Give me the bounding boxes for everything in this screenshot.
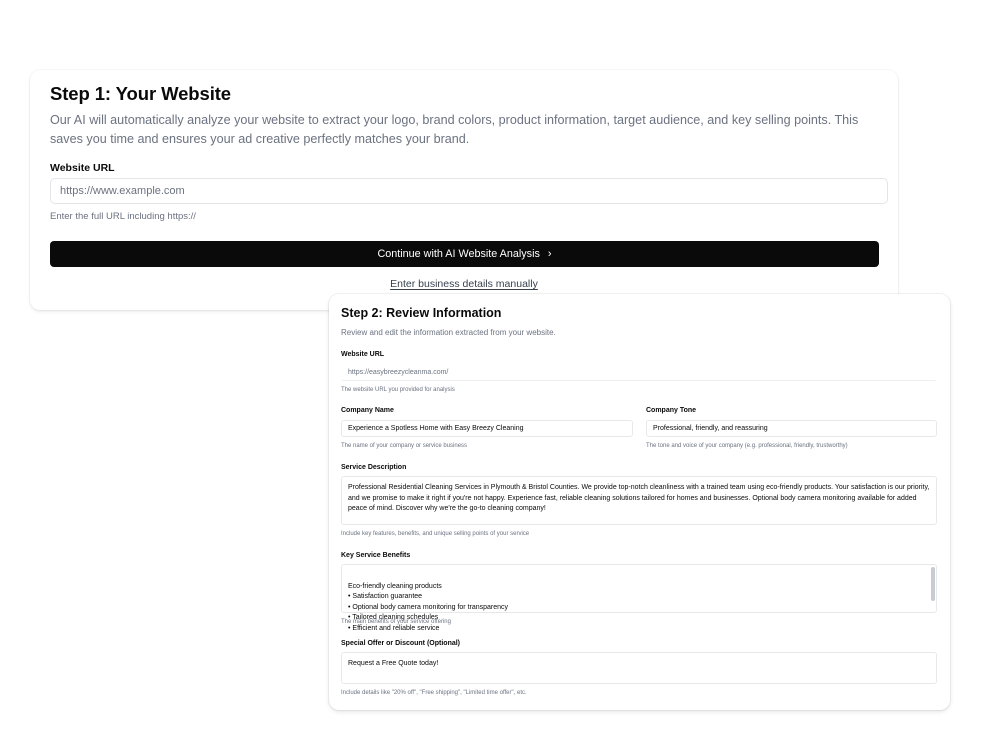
continue-ai-analysis-button[interactable]	[50, 241, 879, 267]
step2-subtitle: Review and edit the information extracted from your website.	[341, 328, 556, 337]
key-benefits-label: Key Service Benefits	[341, 552, 411, 559]
manual-entry-container	[30, 278, 898, 290]
special-offer-textarea[interactable]: Request a Free Quote today!	[341, 652, 937, 684]
key-benefits-hint: The main benefits of your service offering	[341, 619, 451, 625]
website-url-input[interactable]	[50, 178, 888, 204]
service-description-textarea[interactable]: Professional Residential Cleaning Services in Plymouth & Bristol Counties. We provide top-notch cleanliness with a trained team using eco-friendly products. Your satisfaction is our priority, and we promise to make it right if you're not happy. Experience fast, reliable cleaning solutions tailored for homes and businesses. Optional body camera monitoring available for added peace of mind. Discover why we're the go-to cleaning company!	[341, 476, 937, 525]
key-benefits-text: Eco-friendly cleaning products • Satisfaction guarantee • Optional body camera monitoring for transparency • Tailored cleaning schedules • Efficient and reliable service	[348, 582, 509, 632]
company-tone-input[interactable]: Professional, friendly, and reassuring	[646, 420, 937, 437]
step1-title: Step 1: Your Website	[50, 83, 231, 104]
company-name-hint: The name of your company or service business	[341, 443, 468, 449]
service-description-hint: Include key features, benefits, and unique selling points of your service	[341, 531, 530, 537]
review-website-url-hint: The website URL you provided for analysis	[341, 387, 455, 393]
website-url-label: Website URL	[50, 162, 115, 174]
step1-description: Our AI will automatically analyze your website to extract your logo, brand colors, product information, target audience, and key selling points. This saves you time and ensures your ad creative perfectly matches your brand.	[50, 113, 859, 146]
special-offer-hint: Include details like "20% off", "Free shipping", "Limited time offer", etc.	[341, 690, 527, 696]
step2-title: Step 2: Review Information	[341, 306, 502, 320]
review-website-url-field: https://easybreezycleanma.com/	[341, 364, 937, 381]
review-website-url-label: Website URL	[341, 351, 385, 358]
company-name-input[interactable]: Experience a Spotless Home with Easy Breezy Cleaning	[341, 420, 633, 437]
enter-details-manually-link[interactable]: Enter business details manually	[390, 278, 538, 290]
step1-card	[30, 70, 898, 310]
key-benefits-scrollbar[interactable]	[931, 567, 935, 601]
service-description-label: Service Description	[341, 464, 407, 471]
company-tone-hint: The tone and voice of your company (e.g. professional, friendly, trustworthy)	[646, 443, 848, 449]
step2-card	[329, 294, 950, 710]
company-name-label: Company Name	[341, 407, 394, 414]
website-url-hint: Enter the full URL including https://	[50, 211, 196, 222]
company-tone-label: Company Tone	[646, 407, 697, 414]
chevron-right-icon: ›	[547, 248, 552, 260]
special-offer-label: Special Offer or Discount (Optional)	[341, 640, 461, 647]
continue-button-label: Continue with AI Website Analysis	[377, 248, 540, 260]
